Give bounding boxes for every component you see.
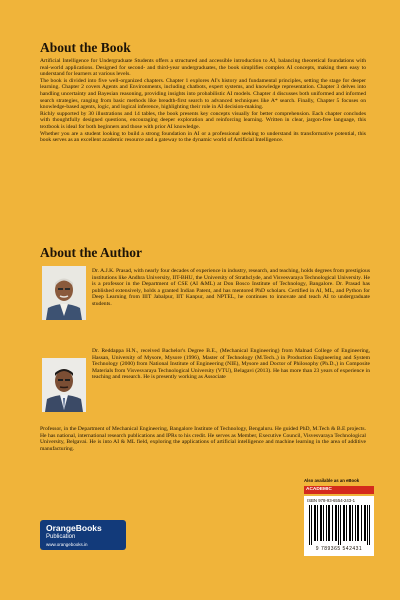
author1-photo [42, 266, 86, 320]
book-paragraph: Richly supported by 30 illustrations and 14 tables, the book presents key concepts visually for better comprehension. Each chapter concludes with thoughtfully designed questions, encouraging deeper exploration and reinforcing learning. Written in clear, jargon-free language, this textbook is ideal for both beginners and those with prior AI knowledge. [40, 110, 366, 130]
about-book-heading: About the Book [40, 40, 131, 55]
isbn-label: ISBN 978-93-6554-243-1 [307, 498, 356, 503]
about-book-text [40, 58, 366, 144]
barcode-icon [308, 505, 370, 545]
publisher-subtitle: Publication [46, 534, 76, 540]
author2-photo [42, 358, 86, 412]
author1-bio: Dr. A.J.K. Prasad, with nearly four decades of experience in industry, research, and teaching, holds degrees from prestigious institutions like Andhra University, IIT-BHU, the University of Strathclyde, and Visvesvaraya Technological University. He is a professor in the Department of CSE (AI &ML) at Don Bosco Institute of Technology, Bangalore. Dr. Prasad has published extensively, holds a granted Indian Patent, and has mentored PhD scholars. Certified in AI, ML, and Python for Deep Learning from IIIT Jabalpur, IIT Kanpur, and NPTEL, he continues to innovate and teach AI to undergraduate students. [92, 268, 370, 307]
author2-bio-continued: Professor, in the Department of Mechanical Engineering, Bangalore Institute of Technology, Bengaluru. He guided PhD, M.Tech & B.E projects. He has national, international research publications and IPRs to his credit. He serves as Member, Executive Council, Visvesvaraya Technological University, Belgavai. He is into AI & ML field, exploring the applications of artificial intelligence and machine learning in the area of additive manufacturing. [40, 426, 366, 452]
book-paragraph: Artificial Intelligence for Undergraduate Students offers a structured and accessible introduction to AI, balancing theoretical foundations with real-world applications. Designed for second- and third-year undergraduates, the book simplifies complex AI concepts, making them easy to understand for learners at various levels. [40, 58, 366, 78]
publisher-website: www.orangebooks.in [46, 542, 88, 547]
barcode-box [304, 496, 374, 556]
barcode-number: 9 789365 542431 [315, 546, 363, 552]
book-paragraph: Whether you are a student looking to build a strong foundation in AI or a professional seeking to understand its transformative potential, this book serves as an excellent academic resource and a gateway to the dynamic world of Artificial Intelligence. [40, 130, 366, 144]
book-paragraph: The book is divided into five well-organized chapters. Chapter 1 explores AI's history and fundamental principles, setting the stage for deeper learning. Chapter 2 covers Agents and Environments, including chatbots, expert systems, and knowledge representation. Chapter 3 delves into handling uncertainty and Bayesian reasoning, providing insights into probabilistic AI models. Chapter 4 discusses both uniformed and informed search strategies, ranging from basic methods like breadth-first search to advanced techniques like A* search. Finally, Chapter 5 focuses on knowledge-based agents, logic, and logical inference, highlighting their role in AI decision-making. [40, 77, 366, 111]
about-author-heading: About the Author [40, 245, 143, 260]
author2-bio: Dr. Reddappa H.N., received Bachelor's Degree B.E., (Mechanical Engineering) from Malnad College of Engineering, Hassan, University of Mysore, Mysore (1996), Master of Technology (M.Tech.,) in Production Engineering and System Technology (2000) from National Institute of Engineering (NIE), Mysore and Doctor of Philosophy (Ph.D.,) in Composite Materials from Visvesvaraya Technological University (VTU), Belagavi (2013). He has more than 23 years of experience in teaching and research. He is presently working as Associate [92, 348, 370, 381]
publisher-logo [40, 520, 126, 550]
publisher-name: OrangeBooks [46, 523, 102, 533]
barcode-area [304, 478, 374, 558]
category-tag: ACADEMIC [304, 486, 374, 494]
ebook-note: Also available as an eBook [304, 478, 360, 483]
